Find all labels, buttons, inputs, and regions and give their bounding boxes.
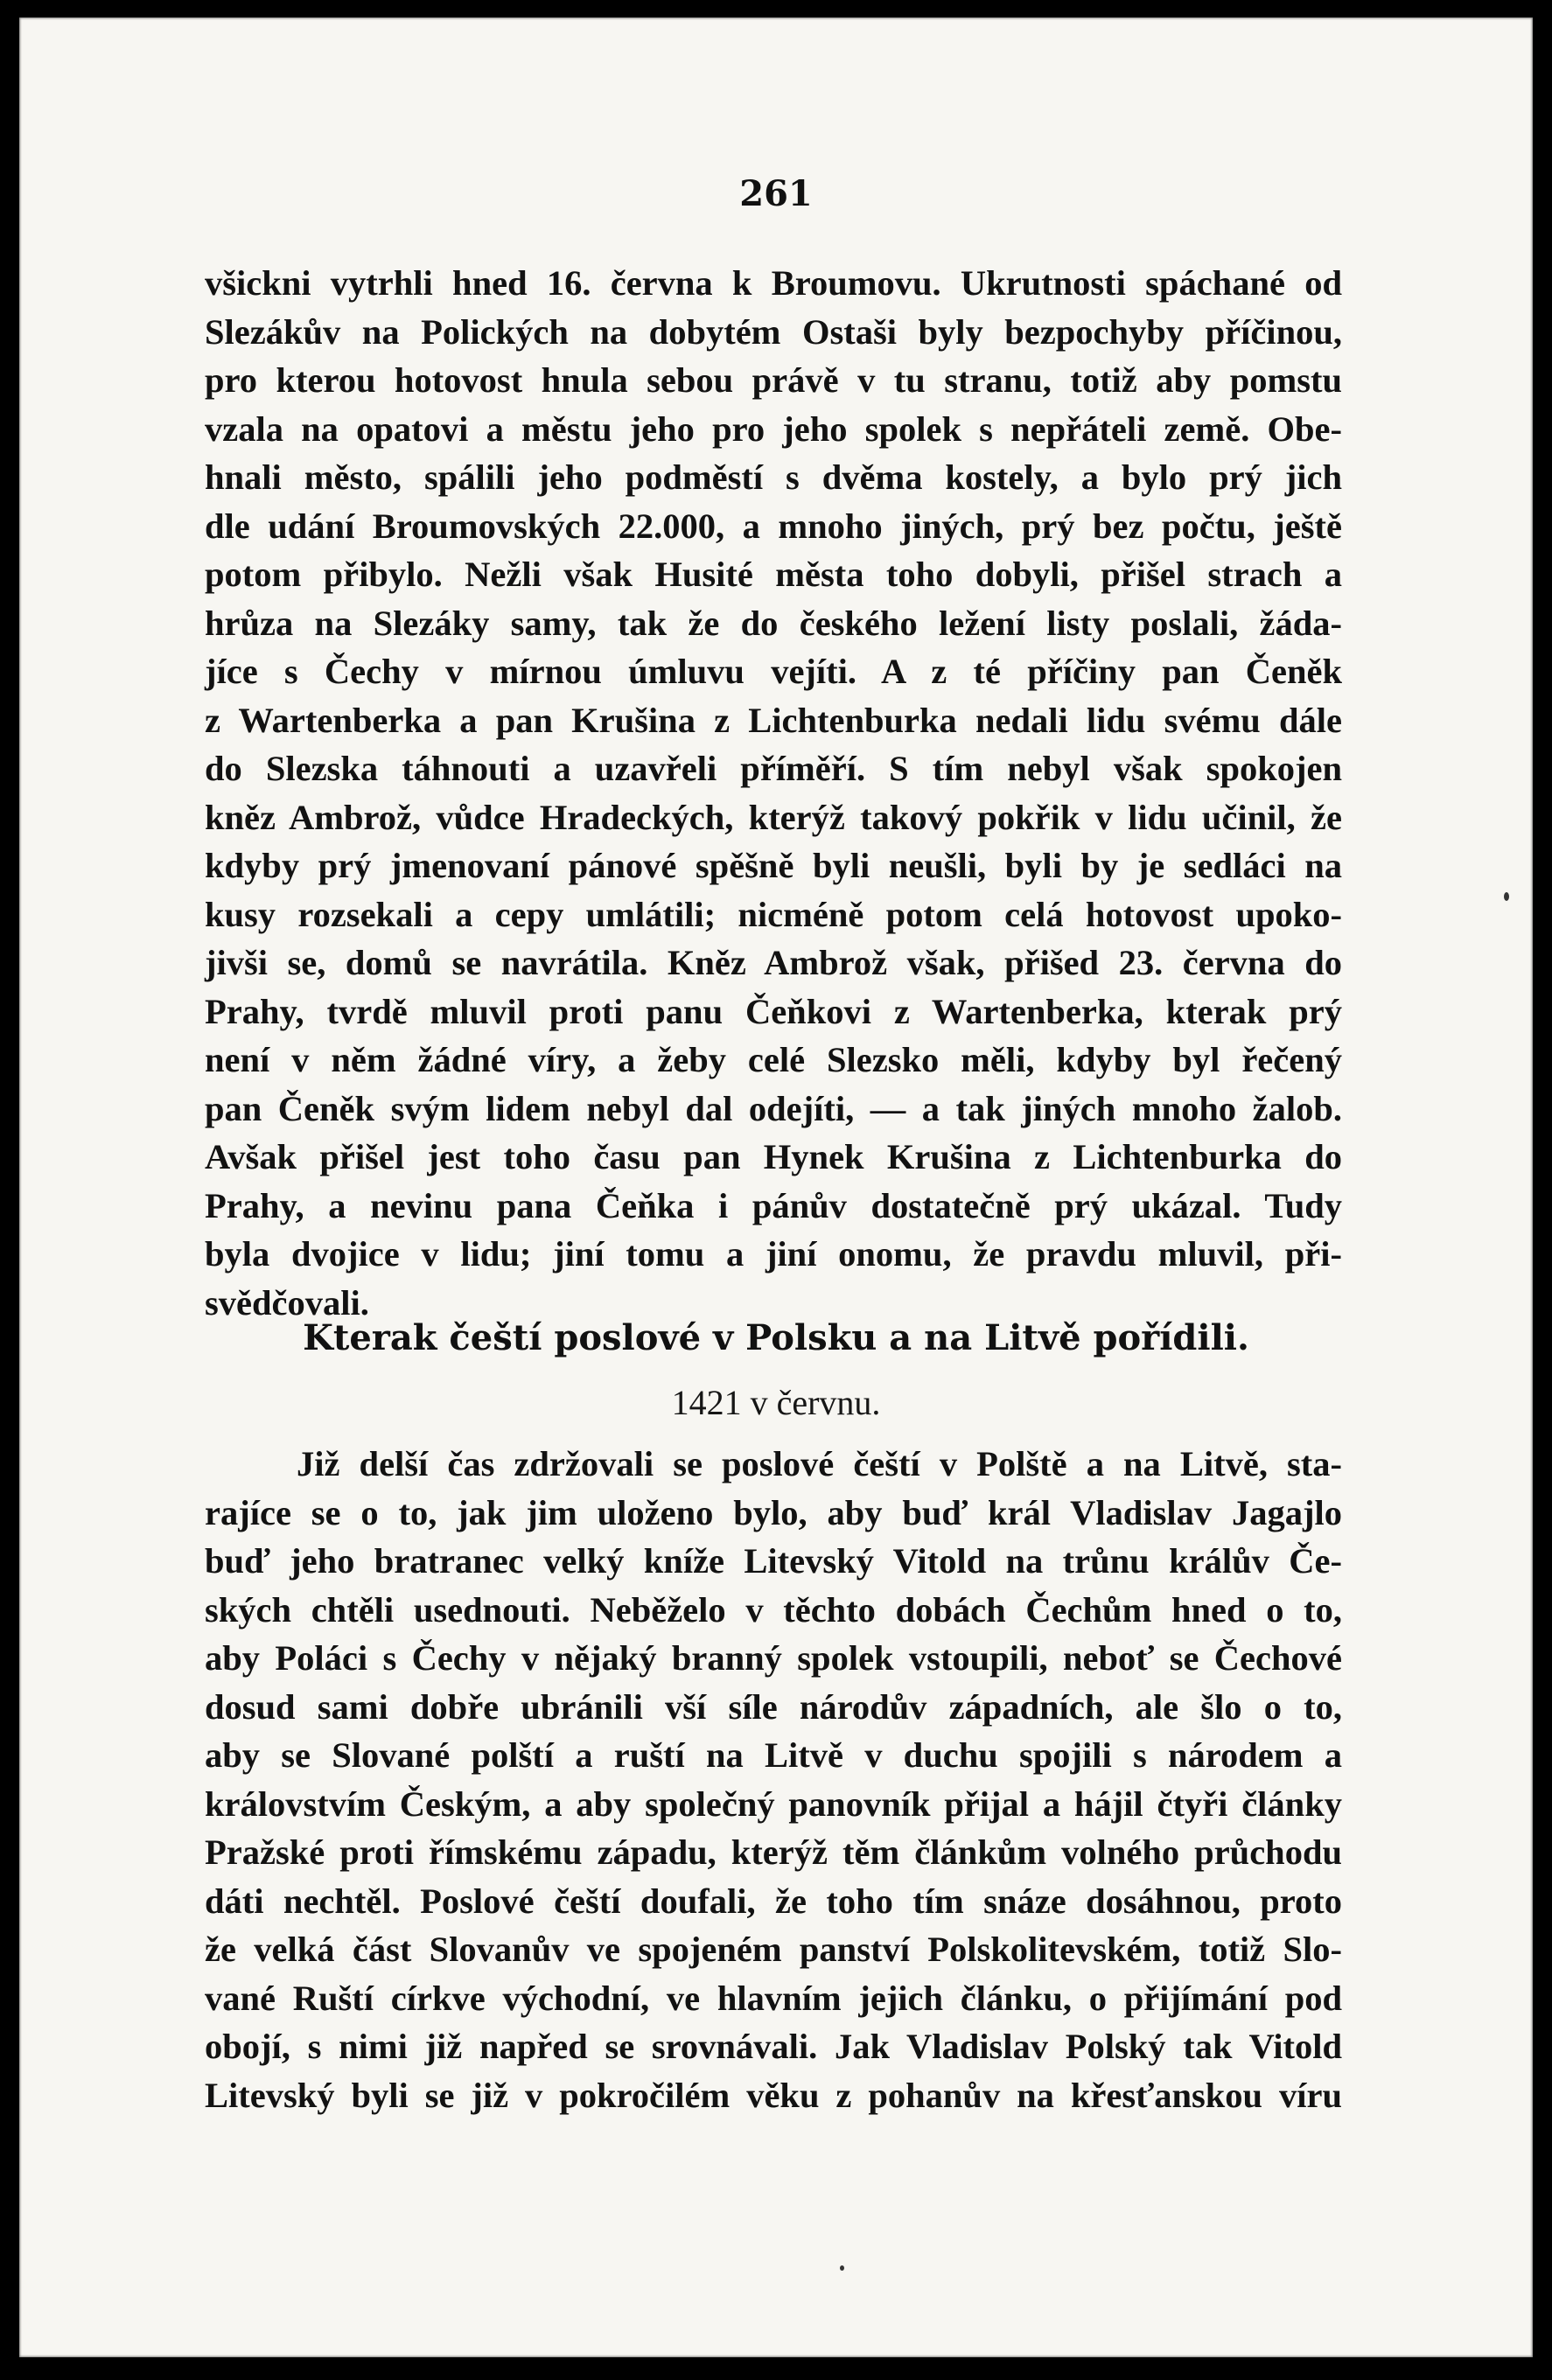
text-line: z Wartenberka a pan Krušina z Lichtenburka nedali lidu svému dále [205,700,1342,740]
text-line: dáti nechtěl. Poslové čeští doufali, že toho tím snáze dosáhnou, proto [205,1881,1342,1921]
print-speck [840,2265,844,2271]
text-line: potom přibylo. Nežli však Husité města toho dobyli, přišel strach a [205,555,1342,594]
section-heading: Kterak čeští poslové v Polsku a na Litvě pořídili. [303,1317,1249,1358]
text-line: svědčovali. [205,1282,369,1323]
text-line: vané Ruští církve východní, ve hlavním jejich článku, o přijímání pod [205,1978,1342,2018]
scanned-book-page [19,17,1533,2357]
text-line: Pražské proti římskému západu, kterýž těm článkům volného průchodu [205,1832,1342,1872]
text-line: Avšak přišel jest toho času pan Hynek Krušina z Lichtenburka do [205,1137,1342,1176]
text-line: aby se Slované polští a ruští na Litvě v duchu spojili s národem a [205,1735,1342,1775]
text-line: jivši se, domů se navrátila. Kněz Ambrož však, přišed 23. června do [205,943,1342,982]
text-line: aby Poláci s Čechy v nějaký branný spolek vstoupili, neboť se Čechové [205,1638,1342,1678]
text-line: vzala na opatovi a městu jeho pro jeho spolek s nepřáteli země. Obe- [205,408,1342,449]
text-line: rajíce se o to, jak jim uloženo bylo, aby buď král Vladislav Jagajlo [205,1492,1342,1532]
text-line: není v něm žádné víry, a žeby celé Slezsko měli, kdyby byl řečený [205,1040,1342,1079]
text-line: hnali město, spálili jeho podměstí s dvěma kostely, a bylo prý jich [205,457,1342,497]
text-line: buď jeho bratranec velký kníže Litevský Vitold na trůnu králův Če- [205,1541,1342,1581]
print-speck [1504,892,1509,901]
page-number: 261 [739,173,813,214]
text-line: obojí, s nimi již napřed se srovnávali. Jak Vladislav Polský tak Vitold [205,2027,1342,2066]
text-line: byla dvojice v lidu; jiní tomu a jiní onomu, že pravdu mluvil, při- [205,1234,1342,1274]
text-line: pro kterou hotovost hnula sebou právě v tu stranu, totiž aby pomstu [205,360,1342,400]
text-line: dle udání Broumovských 22.000, a mnoho jiných, prý bez počtu, ještě [205,506,1342,546]
text-line: ských chtěli usednouti. Neběželo v těchto dobách Čechům hned o to, [205,1589,1342,1630]
text-line: královstvím Českým, a aby společný panovník přijal a hájil čtyři články [205,1783,1342,1824]
text-line: kdyby prý jmenovaní pánové spěšně byli neušli, byli by je sedláci na [205,846,1342,885]
text-line: že velká část Slovanův ve spojeném panství Polskolitevském, totiž Slo- [205,1930,1342,1969]
text-line: do Slezska táhnouti a uzavřeli příměří. S tím nebyl však spokojen [205,749,1342,788]
text-line: Prahy, tvrdě mluvil proti panu Čeňkovi z Wartenberka, kterak prý [205,991,1342,1031]
text-line: pan Čeněk svým lidem nebyl dal odejíti, — a tak jiných mnoho žalob. [205,1088,1342,1128]
text-line: kněz Ambrož, vůdce Hradeckých, kterýž takový pokřik v lidu učinil, že [205,797,1342,837]
text-line: Prahy, a nevinu pana Čeňka i pánův dostatečně prý ukázal. Tudy [205,1185,1342,1225]
text-line: Slezákův na Polických na dobytém Ostaši byly bezpochyby příčinou, [205,311,1342,352]
text-line: hrůza na Slezáky samy, tak že do českého ležení listy poslali, žáda- [205,603,1342,643]
paragraph-1 [205,259,1342,1327]
text-line: kusy rozsekali a cepy umlátili; nicméně potom celá hotovost upoko- [205,894,1342,934]
section-date: 1421 v červnu. [671,1383,881,1422]
text-line: všickni vytrhli hned 16. června k Broumovu. Ukrutnosti spáchané od [205,263,1342,303]
text-line: Litevský byli se již v pokročilém věku z pohanův na křesťanskou víru [205,2075,1342,2115]
paragraph-2 [205,1440,1342,2119]
text-line: jíce s Čechy v mírnou úmluvu vejíti. A z té příčiny pan Čeněk [205,652,1342,691]
text-line: Již delší čas zdržovali se poslové čeští v Polště a na Litvě, sta- [297,1444,1342,1483]
text-line: dosud sami dobře ubránili vší síle národův západních, ale šlo o to, [205,1686,1342,1727]
